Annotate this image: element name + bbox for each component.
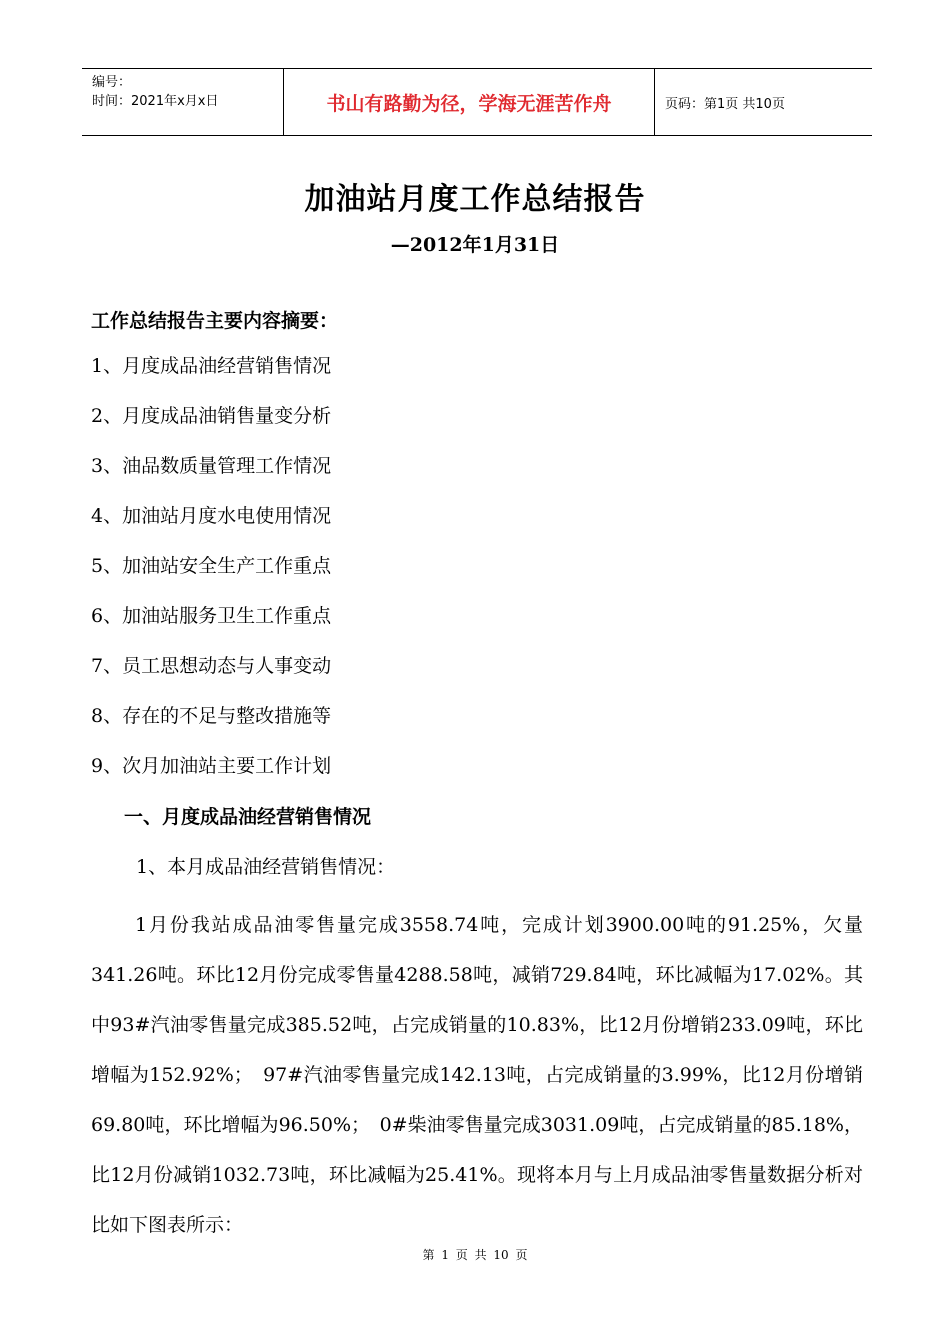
- summary-item: 4、加油站月度水电使用情况: [91, 505, 332, 527]
- number-label: 编号：: [92, 75, 132, 90]
- header-meta: [82, 69, 283, 135]
- summary-item: 6、加油站服务卫生工作重点: [91, 605, 332, 627]
- page-footer: 第 1 页 共 10 页: [422, 1248, 528, 1262]
- summary-item: 3、油品数质量管理工作情况: [91, 455, 332, 477]
- body-paragraph: 1月份我站成品油零售量完成3558.74吨，完成计划3900.00吨的91.25%，欠量341.26吨。环比12月份完成零售量4288.58吨，减销729.84吨，环比减幅为17.02%。其中93#汽油零售量完成385.52吨，占完成销量的10.83%，比12月份增销233.09吨，环比增幅为152.92%； 97#汽油零售量完成142.13吨，占完成销量的3.99%，比12月份增销69.80吨，环比增幅为96.50%； 0#柴油零售量完成3031.09吨，占完成销量的85.18%，比12月份减销1032.73吨，环比减幅为25.41%。现将本月与上月成品油零售量数据分析对比如下图表所示：: [91, 914, 863, 1236]
- subsection-heading: 1、本月成品油经营销售情况：: [136, 856, 396, 878]
- summary-list: [91, 352, 331, 802]
- date-label: 时间：2021年x月x日: [92, 94, 219, 109]
- summary-item: 7、员工思想动态与人事变动: [91, 655, 332, 677]
- summary-item: 1、月度成品油经营销售情况: [91, 355, 332, 377]
- summary-heading: 工作总结报告主要内容摘要：: [91, 310, 339, 332]
- summary-item: 2、月度成品油销售量变分析: [91, 405, 332, 427]
- summary-item: 9、次月加油站主要工作计划: [91, 755, 332, 777]
- document-subtitle: —2012年1月31日: [390, 234, 560, 256]
- summary-item: 8、存在的不足与整改措施等: [91, 705, 332, 727]
- header-page-info: 页码：第1页 共10页: [665, 96, 785, 112]
- document-header: [82, 68, 872, 136]
- section-heading: 一、月度成品油经营销售情况: [124, 806, 372, 828]
- summary-item: 5、加油站安全生产工作重点: [91, 555, 332, 577]
- header-motto: 书山有路勤为径，学海无涯苦作舟: [283, 69, 655, 135]
- document-title: 加油站月度工作总结报告: [304, 182, 646, 217]
